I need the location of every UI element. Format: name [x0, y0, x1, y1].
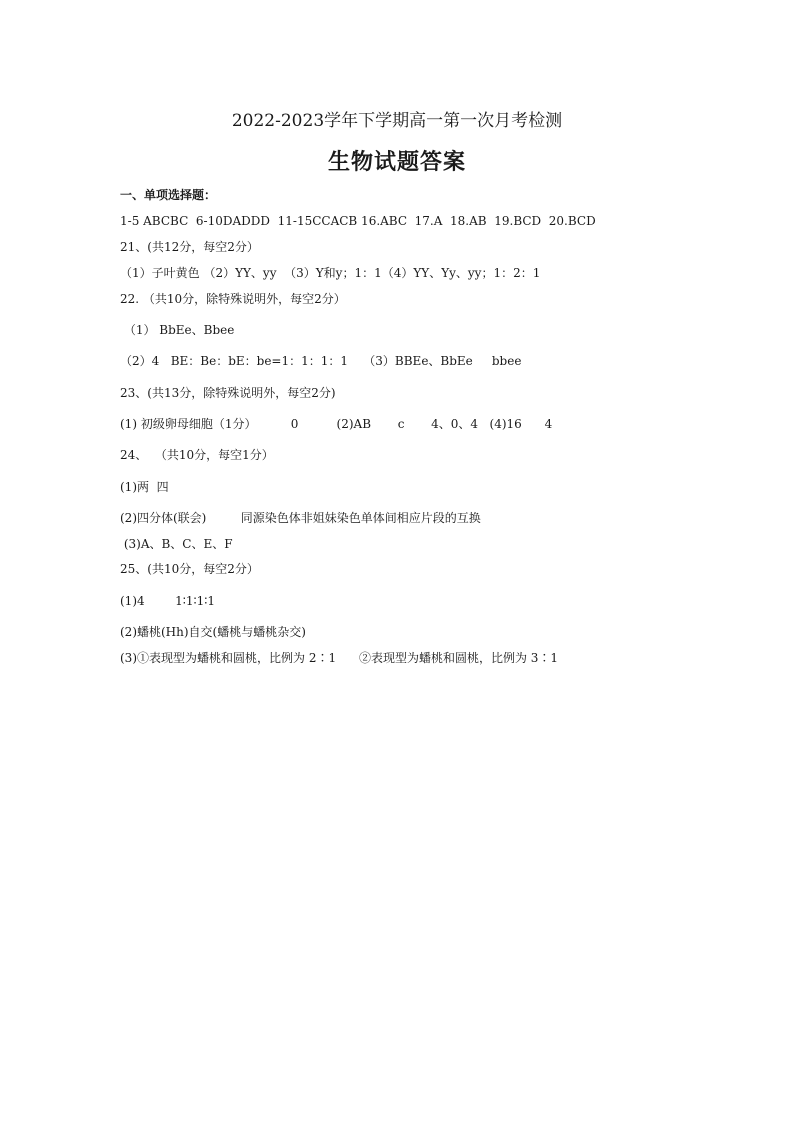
question-21-answer: （1）子叶黄色 （2）YY、yy （3）Y和y；1：1（4）YY、Yy、yy；1：2：1 — [120, 266, 541, 280]
question-25-heading: 25、(共10分，每空2分） — [120, 562, 259, 576]
question-25-answer-3: (3)①表现型为蟠桃和圆桃，比例为 2∶1 ②表现型为蟠桃和圆桃，比例为 3∶1 — [120, 651, 559, 665]
question-22-answer-2: （2）4 BE：Be：bE：be=1：1：1：1 （3）BBEe、BbEe bbee — [120, 354, 522, 368]
question-24-answer-1: (1)两 四 — [120, 480, 169, 494]
question-24-answer-2: (2)四分体(联会) 同源染色体非姐妹染色单体间相应片段的互换 — [120, 511, 481, 525]
question-24-heading: 24、 （共10分，每空1分） — [120, 448, 274, 462]
question-22-heading: 22. （共10分，除特殊说明外，每空2分） — [120, 292, 346, 306]
question-24-answer-3: (3)A、B、C、E、F — [120, 537, 233, 551]
question-23-heading: 23、(共13分，除特殊说明外，每空2分) — [120, 386, 336, 400]
document-title: 2022-2023学年下学期高一第一次月考检测 — [231, 111, 563, 131]
question-25-answer-1: (1)4 1∶1∶1∶1 — [120, 594, 216, 608]
section-1-answers: 1-5 ABCBC 6-10DADDD 11-15CCACB 16.ABC 17.A 18.AB 19.BCD 20.BCD — [120, 214, 596, 228]
question-23-answer: (1) 初级卵母细胞（1分） 0 (2)AB c 4、0、4 (4)16 4 — [120, 417, 553, 431]
question-25-answer-2: (2)蟠桃(Hh)自交(蟠桃与蟠桃杂交) — [120, 625, 306, 639]
question-22-answer-1: （1） BbEe、Bbee — [120, 323, 235, 337]
section-1-heading: 一、单项选择题： — [120, 188, 217, 202]
question-21-heading: 21、(共12分，每空2分） — [120, 240, 259, 254]
document-subtitle: 生物试题答案 — [327, 149, 466, 175]
